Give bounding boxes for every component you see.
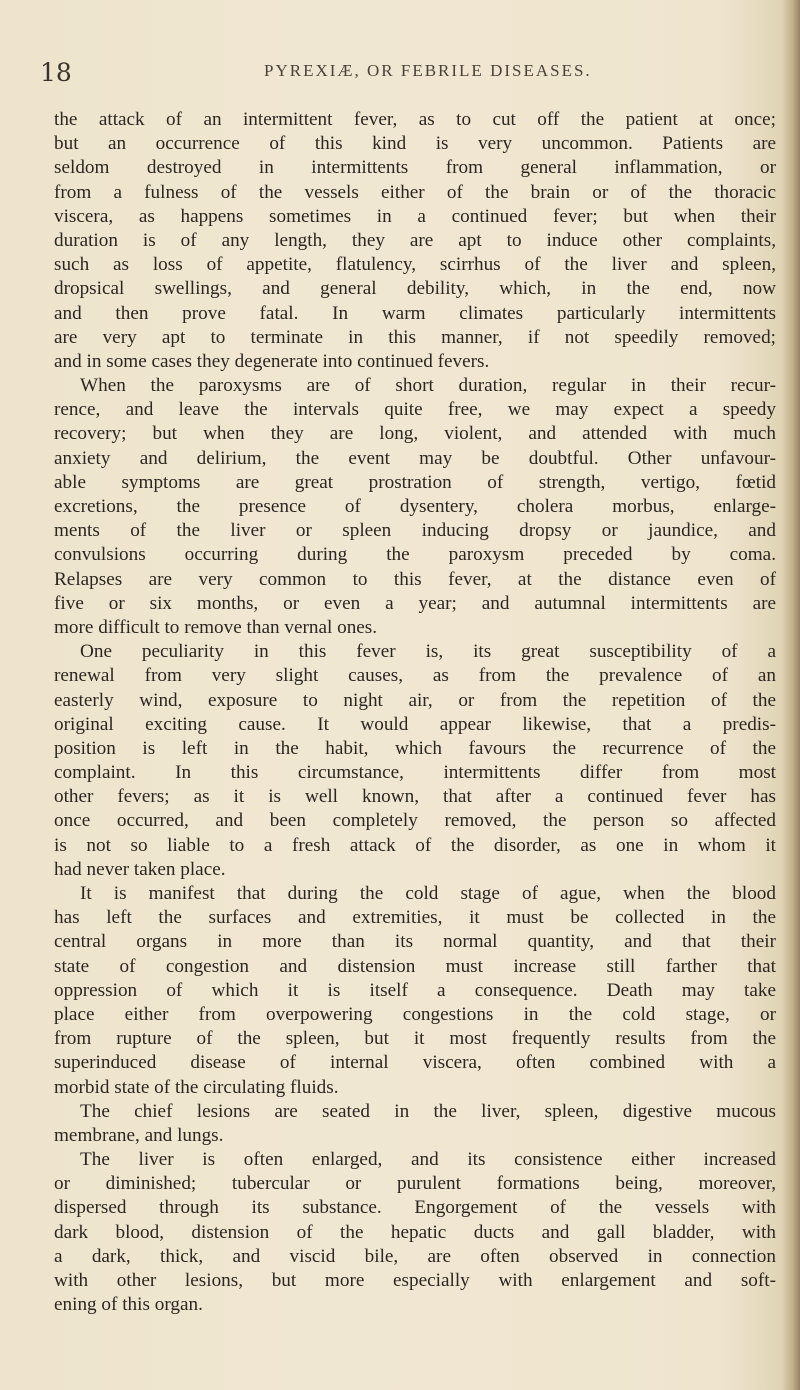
text-line: original exciting cause. It would appear likewise, that a predis- [54, 713, 776, 735]
page-edge-shadow [782, 0, 800, 1390]
text-line: is not so liable to a fresh attack of the disorder, as one in whom it [54, 834, 776, 856]
text-line: a dark, thick, and viscid bile, are often observed in connection [54, 1245, 776, 1267]
text-line: dark blood, distension of the hepatic ducts and gall bladder, with [54, 1221, 776, 1243]
text-line: from a fulness of the vessels either of the brain or of the thoracic [54, 181, 776, 203]
text-line: once occurred, and been completely removed, the person so affected [54, 810, 776, 832]
paragraph [54, 640, 776, 882]
text-line: membrane, and lungs. [54, 1124, 224, 1146]
text-line: such as loss of appetite, flatulency, scirrhus of the liver and spleen, [54, 254, 776, 276]
text-line: with other lesions, but more especially with enlargement and soft- [54, 1270, 776, 1291]
paragraph [54, 882, 776, 1100]
text-line: renewal from very slight causes, as from the prevalence of an [54, 665, 776, 687]
text-line: and then prove fatal. In warm climates particularly intermittents [54, 302, 776, 324]
text-line: five or six months, or even a year; and autumnal intermittents are [54, 592, 776, 614]
text-line: oppression of which it is itself a consequence. Death may take [54, 979, 776, 1001]
text-line: state of congestion and distension must increase still farther that [54, 955, 776, 977]
text-line: One peculiarity in this fever is, its great susceptibility of a [80, 641, 776, 663]
text-line: central organs in more than its normal quantity, and that their [54, 931, 776, 953]
text-line: duration is of any length, they are apt to induce other complaints, [54, 229, 776, 251]
text-line: or diminished; tubercular or purulent formations being, moreover, [54, 1173, 776, 1195]
text-line: viscera, as happens sometimes in a continued fever; but when their [54, 205, 776, 227]
body-text [54, 108, 776, 1317]
paragraph [54, 374, 776, 640]
text-line: recovery; but when they are long, violent, and attended with much [54, 423, 776, 445]
text-line: The chief lesions are seated in the liver, spleen, digestive mucous [80, 1100, 776, 1122]
paragraph [54, 108, 776, 374]
text-line: morbid state of the circulating fluids. [54, 1076, 339, 1098]
text-line: able symptoms are great prostration of strength, vertigo, fœtid [54, 471, 776, 493]
text-line: other fevers; as it is well known, that after a continued fever has [54, 786, 776, 808]
paragraph [54, 1100, 776, 1148]
text-line: place either from overpowering congestions in the cold stage, or [54, 1003, 776, 1025]
text-line: from rupture of the spleen, but it most frequently results from the [54, 1028, 776, 1050]
text-line: excretions, the presence of dysentery, cholera morbus, enlarge- [54, 496, 776, 517]
text-line: are very apt to terminate in this manner, if not speedily removed; [54, 326, 776, 348]
text-line: more difficult to remove than vernal ones. [54, 616, 378, 638]
text-line: rence, and leave the intervals quite free, we may expect a speedy [54, 399, 776, 421]
text-line: the attack of an intermittent fever, as to cut off the patient at once; [54, 109, 776, 130]
text-line: ments of the liver or spleen inducing dropsy or jaundice, and [54, 520, 776, 542]
text-line: seldom destroyed in intermittents from general inflammation, or [54, 157, 776, 179]
text-line: had never taken place. [54, 858, 226, 880]
text-line: position is left in the habit, which favours the recurrence of the [54, 737, 776, 759]
text-line: When the paroxysms are of short duration, regular in their recur- [80, 375, 776, 397]
text-line: and in some cases they degenerate into continued fevers. [54, 350, 490, 372]
page-number: 18 [40, 58, 72, 87]
text-line: has left the surfaces and extremities, it must be collected in the [54, 907, 776, 929]
text-line: It is manifest that during the cold stage of ague, when the blood [80, 883, 776, 904]
text-line: but an occurrence of this kind is very uncommon. Patients are [54, 133, 776, 155]
text-line: ening of this organ. [54, 1294, 203, 1316]
text-line: easterly wind, exposure to night air, or from the repetition of the [54, 689, 776, 711]
text-line: The liver is often enlarged, and its consistence either increased [80, 1149, 776, 1171]
paragraph [54, 1148, 776, 1317]
text-line: convulsions occurring during the paroxysm preceded by coma. [54, 544, 776, 566]
text-line: dropsical swellings, and general debility, which, in the end, now [54, 278, 776, 300]
running-head: PYREXIÆ, OR FEBRILE DISEASES. [264, 61, 592, 80]
text-line: anxiety and delirium, the event may be doubtful. Other unfavour- [54, 447, 776, 469]
text-line: complaint. In this circumstance, intermittents differ from most [54, 762, 776, 784]
text-line: superinduced disease of internal viscera, often combined with a [54, 1052, 776, 1074]
text-line: Relapses are very common to this fever, at the distance even of [54, 568, 776, 590]
text-line: dispersed through its substance. Engorgement of the vessels with [54, 1197, 776, 1219]
